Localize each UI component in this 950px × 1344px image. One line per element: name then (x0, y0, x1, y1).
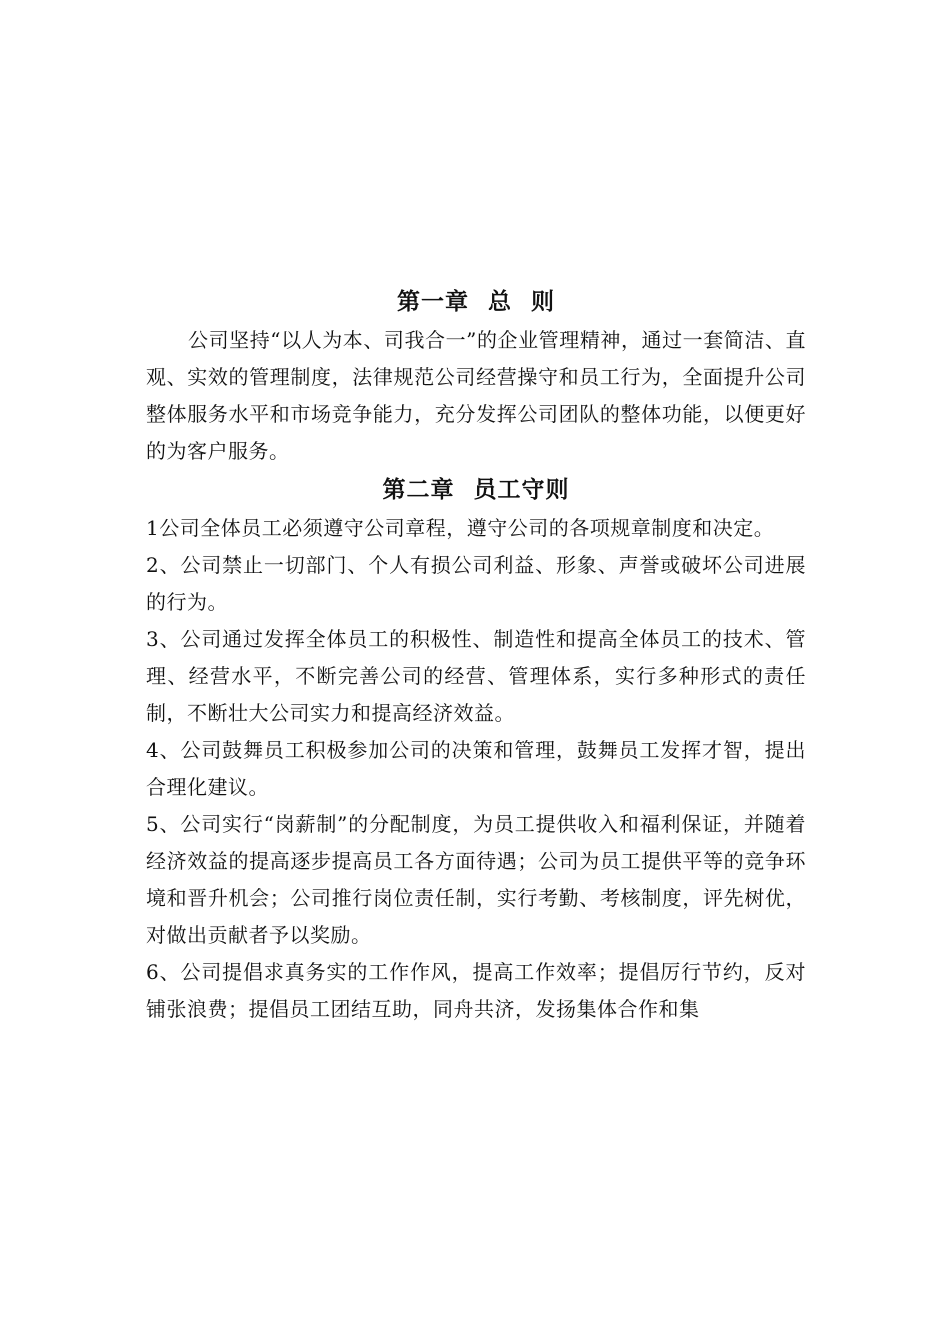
rule-item-4: 4、公司鼓舞员工积极参加公司的决策和管理，鼓舞员工发挥才智，提出合理化建议。 (146, 738, 806, 799)
chapter-1-title: 第一章 总 则 (396, 289, 555, 315)
rule-item-6: 6、公司提倡求真务实的工作作风，提高工作效率；提倡厉行节约，反对铺张浪费；提倡员工团结互助，同舟共济，发扬集体合作和集 (146, 960, 806, 1021)
chapter-1-intro: 公司坚持“以人为本、司我合一”的企业管理精神，通过一套简洁、直观、实效的管理制度，法律规范公司经营操守和员工行为，全面提升公司整体服务水平和市场竞争能力，充分发挥公司团队的整体功能，以便更好的为客户服务。 (146, 328, 806, 463)
document-page (146, 282, 806, 1028)
rule-item-5: 5、公司实行“岗薪制”的分配制度，为员工提供收入和福利保证，并随着经济效益的提高逐步提高员工各方面待遇；公司为员工提供平等的竞争环境和晋升机会；公司推行岗位责任制，实行考勤、考核制度，评先树优，对做出贡献者予以奖励。 (146, 812, 806, 947)
chapter-2-title: 第二章 员工守则 (382, 477, 570, 503)
rule-item-1: 1公司全体员工必须遵守公司章程，遵守公司的各项规章制度和决定。 (146, 516, 775, 540)
rule-item-2: 2、公司禁止一切部门、个人有损公司利益、形象、声誉或破坏公司进展的行为。 (146, 553, 806, 614)
rule-item-3: 3、公司通过发挥全体员工的积极性、制造性和提高全体员工的技术、管理、经营水平，不断完善公司的经营、管理体系，实行多种形式的责任制，不断壮大公司实力和提高经济效益。 (146, 627, 806, 725)
